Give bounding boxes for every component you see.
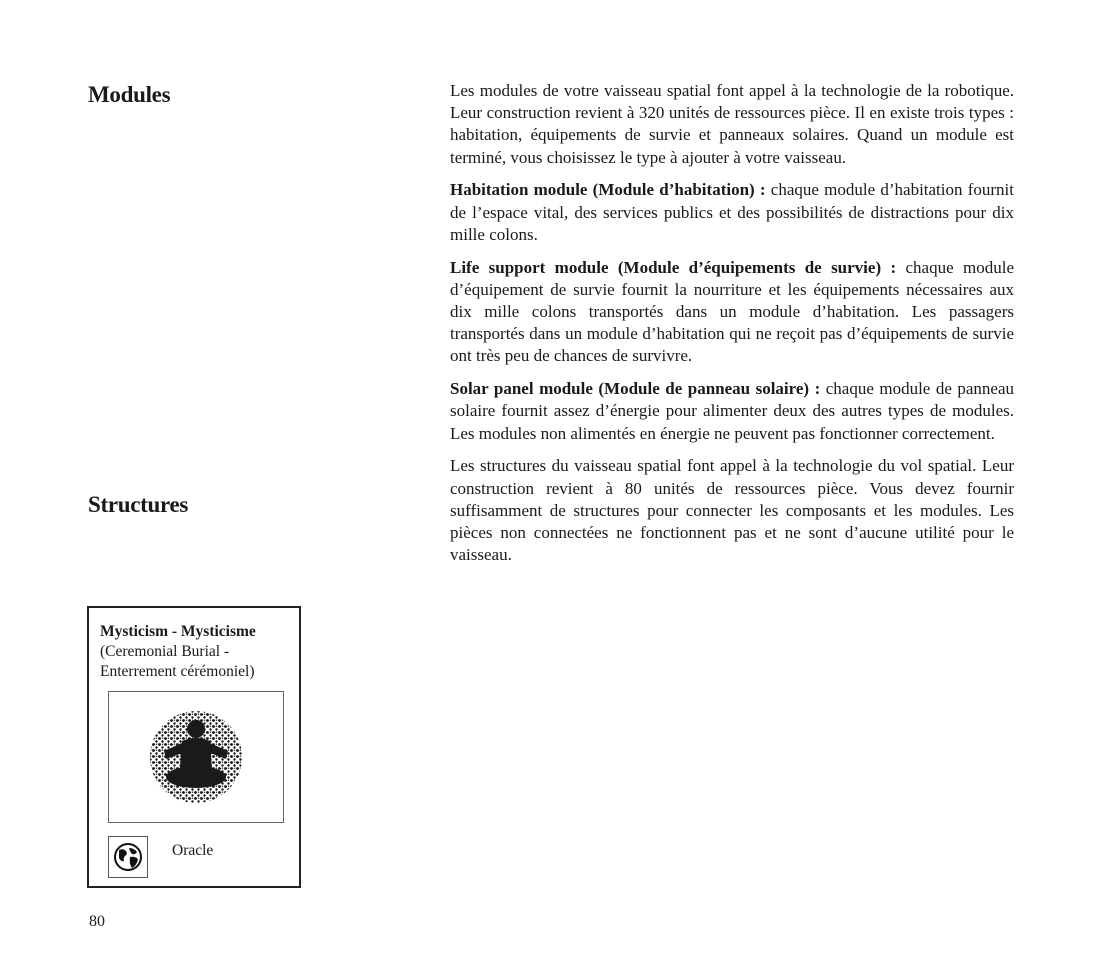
heading-structures: Structures (88, 492, 189, 517)
paragraph-life-support (450, 257, 1014, 368)
term-habitation: Habitation module (Module d’habitation) : (450, 180, 766, 200)
text-solar-panel: chaque module de panneau solaire fournit assez d’énergie pour alimenter deux des autres types de modules. Les modules non alimentés en énergie ne peuvent pas fonctionner correctement. (450, 379, 1014, 443)
paragraph-solar-panel (450, 378, 1014, 445)
meditating-figure-icon (146, 707, 246, 807)
globe-icon (113, 842, 143, 872)
term-life-support: Life support module (Module d’équipements de survie) : (450, 257, 897, 277)
main-text-column (450, 80, 1014, 577)
paragraph-structures: Les structures du vaisseau spatial font appel à la technologie du vol spatial. Leur construction revient à 80 unités de ressources pièce. Vous devez fournir suffisamment de structures pour connecter les composants et les modules. Les pièces non connectées ne fonctionnent pas et ne sont d’aucune utilité pour le vaisseau. (450, 456, 1014, 565)
text-life-support: chaque module d’équipement de survie fournit la nourriture et les équipements nécessaires aux dix mille colons transportés dans un module d’habitation. Les passagers transportés dans un module d’habitation qui ne reçoit pas d’équipements de survie ont très peu de chances de survivre. (450, 257, 1014, 366)
sidebar-title: Mysticism - Mysticisme (100, 623, 256, 640)
sidebar-label: Oracle (172, 842, 214, 859)
heading-modules: Modules (88, 82, 171, 107)
sidebar-image-frame (108, 691, 284, 823)
paragraph-modules-intro: Les modules de votre vaisseau spatial font appel à la technologie de la robotique. Leur construction revient à 320 unités de ressources pièce. Il en existe trois types : habitation, équipements de survie et panneaux solaires. Quand un module est terminé, vous choisissez le type à ajouter à votre vaisseau. (450, 81, 1014, 167)
advance-sidebar-box (87, 606, 301, 888)
sidebar-subtitle: (Ceremonial Burial - Enterrement cérémoniel) (100, 643, 255, 680)
sidebar-footer-row (108, 836, 288, 878)
text-habitation: chaque module d’habitation fournit de l’espace vital, des services publics et des possibilités de distractions pour dix mille colons. (450, 180, 1014, 244)
globe-icon-box (108, 836, 148, 878)
page-number: 80 (89, 913, 105, 930)
term-solar-panel: Solar panel module (Module de panneau solaire) : (450, 379, 821, 399)
paragraph-habitation (450, 179, 1014, 246)
